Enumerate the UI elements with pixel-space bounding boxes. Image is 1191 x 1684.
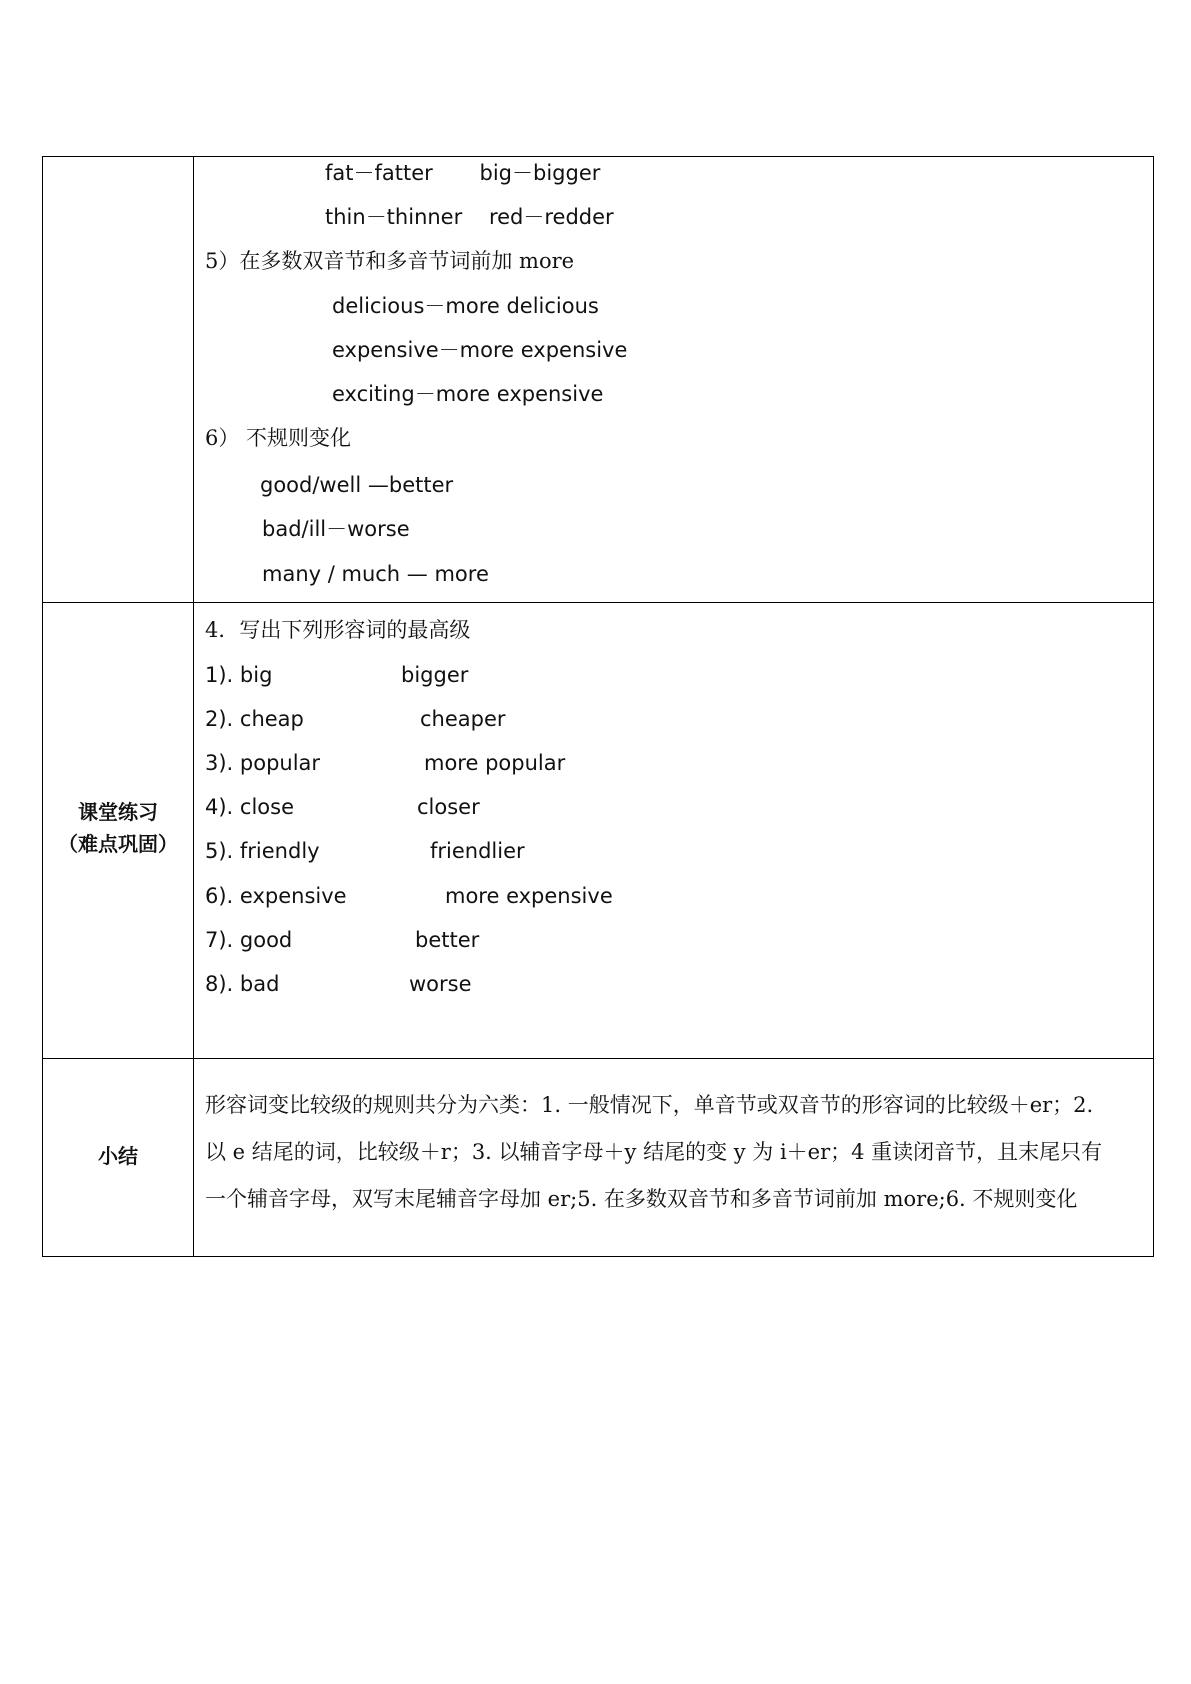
rule-example-line: many / much — more — [262, 562, 489, 586]
exercise-item-answer: worse — [409, 972, 472, 996]
rule-heading: 5）在多数双音节和多音节词前加 more — [205, 249, 575, 273]
exercise-item-answer: friendlier — [430, 839, 525, 863]
rule-example-line: thin－thinner red－redder — [325, 205, 614, 229]
rule-heading: 6） 不规则变化 — [205, 426, 352, 450]
exercise-item-word: 4). close — [205, 795, 294, 819]
summary-text-line: 形容词变比较级的规则共分为六类：1. 一般情况下，单音节或双音节的形容词的比较级＋er；2. — [205, 1093, 1094, 1117]
exercise-item-word: 3). popular — [205, 751, 321, 775]
practice-label — [43, 796, 193, 860]
exercise-item-answer: closer — [417, 795, 480, 819]
exercise-item-word: 5). friendly — [205, 839, 320, 863]
table-column-divider — [193, 156, 194, 1257]
rule-example-line: good/well —better — [260, 473, 454, 497]
exercise-heading: 4．写出下列形容词的最高级 — [205, 618, 471, 642]
row-divider-1 — [42, 602, 1154, 603]
summary-text-line: 以 e 结尾的词，比较级＋r；3. 以辅音字母＋y 结尾的变 y 为 i＋er；4 重读闭音节，且末尾只有 — [205, 1140, 1103, 1164]
summary-label: 小结 — [98, 1144, 138, 1168]
table-left-border — [42, 156, 43, 1257]
table-bottom-border — [42, 1256, 1154, 1257]
rule-example-line: bad/ill－worse — [262, 517, 410, 541]
exercise-item-answer: more popular — [424, 751, 566, 775]
practice-label-line2: （难点巩固） — [58, 832, 178, 856]
table-right-border — [1153, 156, 1154, 1257]
summary-text-line: 一个辅音字母，双写末尾辅音字母加 er;5. 在多数双音节和多音节词前加 more;6. 不规则变化 — [205, 1187, 1078, 1211]
exercise-item-answer: cheaper — [420, 707, 506, 731]
exercise-item-answer: better — [415, 928, 480, 952]
exercise-item-word: 7). good — [205, 928, 293, 952]
exercise-item-answer: more expensive — [445, 884, 613, 908]
table-top-border — [42, 156, 1154, 157]
exercise-item-word: 1). big — [205, 663, 273, 687]
rule-example-line: fat－fatter big－bigger — [325, 161, 601, 185]
exercise-item-word: 6). expensive — [205, 884, 347, 908]
rule-example-line: expensive－more expensive — [332, 338, 628, 362]
rule-example-line: exciting－more expensive — [332, 382, 604, 406]
exercise-item-word: 8). bad — [205, 972, 280, 996]
exercise-item-answer: bigger — [401, 663, 469, 687]
exercise-item-word: 2). cheap — [205, 707, 304, 731]
rule-example-line: delicious－more delicious — [332, 294, 599, 318]
row-divider-2 — [42, 1058, 1154, 1059]
practice-label-line1: 课堂练习 — [78, 800, 158, 824]
